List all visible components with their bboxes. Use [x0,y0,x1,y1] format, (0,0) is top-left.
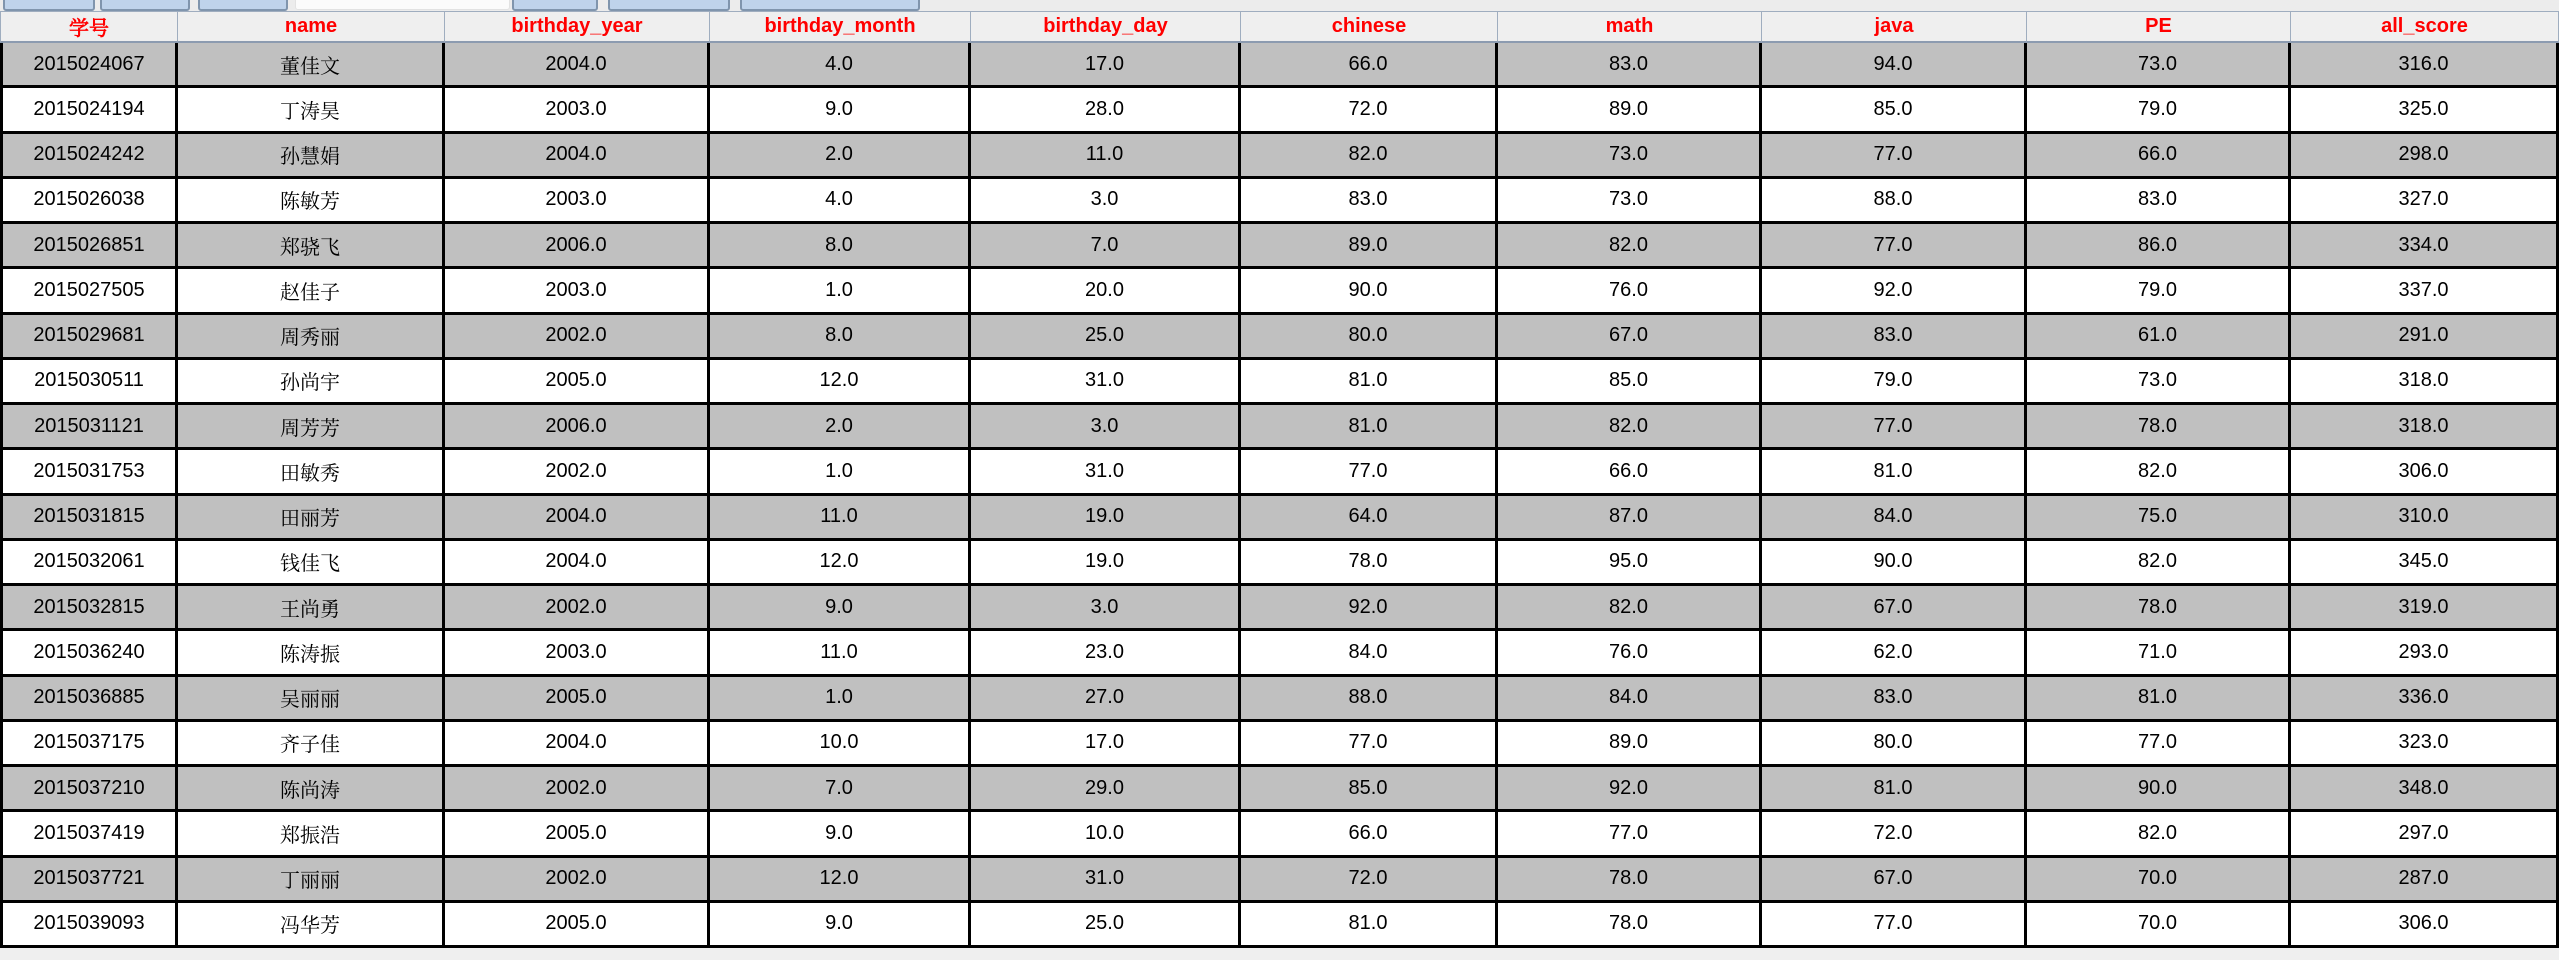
column-header-all_score: all_score [2291,11,2559,43]
cell-PE: 70.0 [2027,903,2291,948]
cell-PE: 86.0 [2027,224,2291,269]
cell-birthday_day: 28.0 [971,88,1241,133]
cell-chinese: 66.0 [1241,43,1498,88]
cell-all_score: 287.0 [2291,858,2559,903]
cell-PE: 83.0 [2027,179,2291,224]
cell-all_score: 345.0 [2291,541,2559,586]
cell-PE: 70.0 [2027,858,2291,903]
cell-birthday_day: 31.0 [971,450,1241,495]
cell-math: 77.0 [1498,812,1762,857]
cell-birthday_month: 8.0 [710,315,971,360]
cell-chinese: 92.0 [1241,586,1498,631]
cell-name: 王尚勇 [178,586,445,631]
cell-all_score: 297.0 [2291,812,2559,857]
cell-math: 82.0 [1498,405,1762,450]
cell-PE: 73.0 [2027,360,2291,405]
cell-birthday_year: 2005.0 [445,360,710,405]
cell-birthday_month: 11.0 [710,631,971,676]
cell-birthday_month: 4.0 [710,43,971,88]
cell-name: 周秀丽 [178,315,445,360]
cell-birthday_year: 2004.0 [445,722,710,767]
cell-math: 89.0 [1498,722,1762,767]
cell-birthday_year: 2005.0 [445,677,710,722]
cell-学号: 2015026038 [0,179,178,224]
table-row [0,269,2559,314]
cell-java: 92.0 [1762,269,2027,314]
table-row [0,903,2559,948]
cell-chinese: 80.0 [1241,315,1498,360]
cell-name: 陈尚涛 [178,767,445,812]
cell-birthday_year: 2002.0 [445,767,710,812]
cell-学号: 2015037210 [0,767,178,812]
table-row [0,224,2559,269]
cell-birthday_month: 1.0 [710,450,971,495]
column-header-math: math [1498,11,1762,43]
cell-java: 88.0 [1762,179,2027,224]
cell-birthday_day: 20.0 [971,269,1241,314]
cell-math: 76.0 [1498,269,1762,314]
cell-学号: 2015031753 [0,450,178,495]
table-row [0,858,2559,903]
cell-birthday_year: 2005.0 [445,903,710,948]
cell-chinese: 77.0 [1241,450,1498,495]
cell-all_score: 293.0 [2291,631,2559,676]
cell-birthday_year: 2004.0 [445,541,710,586]
cell-chinese: 85.0 [1241,767,1498,812]
cell-all_score: 298.0 [2291,134,2559,179]
cell-all_score: 306.0 [2291,903,2559,948]
cell-birthday_day: 17.0 [971,43,1241,88]
cell-学号: 2015036240 [0,631,178,676]
column-header-birthday_year: birthday_year [445,11,710,43]
student-scores-table [0,11,2559,948]
cell-java: 77.0 [1762,405,2027,450]
cell-birthday_month: 9.0 [710,88,971,133]
table-row [0,586,2559,631]
cell-birthday_month: 1.0 [710,269,971,314]
table-row [0,134,2559,179]
cell-birthday_year: 2002.0 [445,315,710,360]
cell-name: 孙慧娟 [178,134,445,179]
cell-PE: 82.0 [2027,450,2291,495]
cell-PE: 90.0 [2027,767,2291,812]
cell-all_score: 336.0 [2291,677,2559,722]
cell-birthday_month: 12.0 [710,858,971,903]
cell-java: 79.0 [1762,360,2027,405]
cell-all_score: 306.0 [2291,450,2559,495]
cell-birthday_day: 3.0 [971,586,1241,631]
cell-学号: 2015031815 [0,496,178,541]
cell-学号: 2015029681 [0,315,178,360]
cell-birthday_day: 23.0 [971,631,1241,676]
cell-birthday_month: 8.0 [710,224,971,269]
cell-java: 83.0 [1762,677,2027,722]
cell-java: 77.0 [1762,134,2027,179]
table-row [0,722,2559,767]
cell-name: 赵佳子 [178,269,445,314]
cell-name: 田敏秀 [178,450,445,495]
cell-学号: 2015037419 [0,812,178,857]
cell-java: 81.0 [1762,767,2027,812]
table-row [0,767,2559,812]
cell-java: 77.0 [1762,903,2027,948]
cell-birthday_year: 2002.0 [445,858,710,903]
cell-birthday_month: 9.0 [710,903,971,948]
cell-math: 73.0 [1498,134,1762,179]
cell-birthday_year: 2003.0 [445,179,710,224]
cell-birthday_day: 25.0 [971,315,1241,360]
cell-birthday_month: 10.0 [710,722,971,767]
cell-birthday_day: 19.0 [971,496,1241,541]
table-header [0,11,2559,43]
cell-chinese: 82.0 [1241,134,1498,179]
column-header-java: java [1762,11,2027,43]
table-row [0,450,2559,495]
toolbar [0,0,2559,11]
cell-math: 87.0 [1498,496,1762,541]
table-row [0,677,2559,722]
cell-学号: 2015024194 [0,88,178,133]
toolbar-text-input[interactable] [295,0,510,10]
cell-birthday_month: 11.0 [710,496,971,541]
cell-chinese: 89.0 [1241,224,1498,269]
cell-chinese: 90.0 [1241,269,1498,314]
cell-birthday_day: 7.0 [971,224,1241,269]
cell-all_score: 337.0 [2291,269,2559,314]
cell-birthday_year: 2003.0 [445,631,710,676]
cell-name: 丁涛昊 [178,88,445,133]
cell-all_score: 319.0 [2291,586,2559,631]
cell-chinese: 72.0 [1241,88,1498,133]
cell-chinese: 64.0 [1241,496,1498,541]
cell-name: 孙尚宇 [178,360,445,405]
cell-name: 郑振浩 [178,812,445,857]
cell-chinese: 81.0 [1241,405,1498,450]
column-header-学号: 学号 [0,11,178,43]
cell-all_score: 310.0 [2291,496,2559,541]
cell-math: 84.0 [1498,677,1762,722]
table-body [0,43,2559,948]
cell-name: 齐子佳 [178,722,445,767]
cell-birthday_year: 2006.0 [445,224,710,269]
cell-math: 82.0 [1498,224,1762,269]
cell-PE: 61.0 [2027,315,2291,360]
cell-chinese: 78.0 [1241,541,1498,586]
cell-学号: 2015037175 [0,722,178,767]
cell-java: 67.0 [1762,586,2027,631]
cell-PE: 73.0 [2027,43,2291,88]
cell-birthday_month: 2.0 [710,405,971,450]
cell-学号: 2015024242 [0,134,178,179]
cell-name: 丁丽丽 [178,858,445,903]
cell-学号: 2015039093 [0,903,178,948]
table-row [0,360,2559,405]
cell-all_score: 318.0 [2291,405,2559,450]
cell-birthday_month: 12.0 [710,541,971,586]
cell-chinese: 77.0 [1241,722,1498,767]
cell-birthday_month: 7.0 [710,767,971,812]
cell-birthday_year: 2002.0 [445,586,710,631]
cell-name: 郑骁飞 [178,224,445,269]
cell-math: 78.0 [1498,858,1762,903]
cell-math: 78.0 [1498,903,1762,948]
cell-birthday_year: 2004.0 [445,134,710,179]
cell-学号: 2015026851 [0,224,178,269]
cell-chinese: 88.0 [1241,677,1498,722]
header-row [0,11,2559,43]
cell-PE: 82.0 [2027,812,2291,857]
cell-birthday_day: 3.0 [971,179,1241,224]
cell-java: 83.0 [1762,315,2027,360]
cell-math: 73.0 [1498,179,1762,224]
cell-java: 72.0 [1762,812,2027,857]
cell-PE: 78.0 [2027,405,2291,450]
table-row [0,631,2559,676]
cell-java: 80.0 [1762,722,2027,767]
table-row [0,405,2559,450]
cell-birthday_year: 2003.0 [445,88,710,133]
table-row [0,88,2559,133]
column-header-PE: PE [2027,11,2291,43]
toolbar-button-1[interactable] [3,0,95,11]
cell-PE: 75.0 [2027,496,2291,541]
column-header-name: name [178,11,445,43]
cell-java: 84.0 [1762,496,2027,541]
cell-birthday_day: 10.0 [971,812,1241,857]
cell-学号: 2015032815 [0,586,178,631]
table-row [0,179,2559,224]
cell-chinese: 81.0 [1241,903,1498,948]
cell-name: 陈涛振 [178,631,445,676]
cell-birthday_month: 9.0 [710,812,971,857]
cell-birthday_month: 9.0 [710,586,971,631]
cell-math: 85.0 [1498,360,1762,405]
cell-birthday_month: 12.0 [710,360,971,405]
cell-学号: 2015031121 [0,405,178,450]
cell-学号: 2015027505 [0,269,178,314]
cell-birthday_day: 11.0 [971,134,1241,179]
cell-java: 62.0 [1762,631,2027,676]
cell-java: 77.0 [1762,224,2027,269]
cell-PE: 79.0 [2027,269,2291,314]
cell-math: 92.0 [1498,767,1762,812]
cell-学号: 2015037721 [0,858,178,903]
table-row [0,496,2559,541]
table-row [0,43,2559,88]
cell-all_score: 348.0 [2291,767,2559,812]
cell-all_score: 327.0 [2291,179,2559,224]
cell-birthday_year: 2003.0 [445,269,710,314]
footer-strip [0,948,2559,960]
column-header-birthday_month: birthday_month [710,11,971,43]
cell-birthday_day: 31.0 [971,360,1241,405]
cell-java: 94.0 [1762,43,2027,88]
cell-all_score: 291.0 [2291,315,2559,360]
cell-birthday_month: 1.0 [710,677,971,722]
toolbar-button-2[interactable] [100,0,190,11]
toolbar-button-3[interactable] [198,0,288,11]
cell-PE: 66.0 [2027,134,2291,179]
cell-name: 吴丽丽 [178,677,445,722]
cell-all_score: 316.0 [2291,43,2559,88]
toolbar-button-5[interactable] [608,0,730,11]
cell-math: 83.0 [1498,43,1762,88]
cell-math: 95.0 [1498,541,1762,586]
cell-all_score: 318.0 [2291,360,2559,405]
cell-java: 81.0 [1762,450,2027,495]
cell-all_score: 323.0 [2291,722,2559,767]
cell-学号: 2015030511 [0,360,178,405]
cell-name: 周芳芳 [178,405,445,450]
cell-birthday_day: 27.0 [971,677,1241,722]
column-header-chinese: chinese [1241,11,1498,43]
toolbar-button-4[interactable] [512,0,598,11]
cell-birthday_day: 31.0 [971,858,1241,903]
cell-birthday_year: 2004.0 [445,43,710,88]
cell-math: 89.0 [1498,88,1762,133]
cell-birthday_day: 3.0 [971,405,1241,450]
cell-math: 66.0 [1498,450,1762,495]
table-row [0,541,2559,586]
cell-math: 67.0 [1498,315,1762,360]
cell-name: 钱佳飞 [178,541,445,586]
cell-name: 田丽芳 [178,496,445,541]
cell-PE: 79.0 [2027,88,2291,133]
toolbar-button-6[interactable] [740,0,920,11]
cell-all_score: 325.0 [2291,88,2559,133]
cell-java: 85.0 [1762,88,2027,133]
cell-学号: 2015036885 [0,677,178,722]
cell-chinese: 84.0 [1241,631,1498,676]
table-row [0,812,2559,857]
cell-birthday_day: 25.0 [971,903,1241,948]
cell-PE: 71.0 [2027,631,2291,676]
cell-chinese: 81.0 [1241,360,1498,405]
cell-chinese: 72.0 [1241,858,1498,903]
cell-birthday_year: 2004.0 [445,496,710,541]
cell-birthday_year: 2002.0 [445,450,710,495]
cell-math: 76.0 [1498,631,1762,676]
cell-PE: 78.0 [2027,586,2291,631]
cell-chinese: 83.0 [1241,179,1498,224]
column-header-birthday_day: birthday_day [971,11,1241,43]
cell-math: 82.0 [1498,586,1762,631]
cell-chinese: 66.0 [1241,812,1498,857]
cell-PE: 82.0 [2027,541,2291,586]
cell-java: 90.0 [1762,541,2027,586]
cell-java: 67.0 [1762,858,2027,903]
cell-name: 冯华芳 [178,903,445,948]
cell-all_score: 334.0 [2291,224,2559,269]
cell-birthday_month: 2.0 [710,134,971,179]
table-row [0,315,2559,360]
cell-birthday_day: 29.0 [971,767,1241,812]
cell-birthday_year: 2005.0 [445,812,710,857]
cell-birthday_day: 17.0 [971,722,1241,767]
cell-学号: 2015032061 [0,541,178,586]
cell-birthday_year: 2006.0 [445,405,710,450]
cell-birthday_month: 4.0 [710,179,971,224]
cell-学号: 2015024067 [0,43,178,88]
cell-PE: 77.0 [2027,722,2291,767]
cell-name: 陈敏芳 [178,179,445,224]
cell-name: 董佳文 [178,43,445,88]
cell-birthday_day: 19.0 [971,541,1241,586]
cell-PE: 81.0 [2027,677,2291,722]
